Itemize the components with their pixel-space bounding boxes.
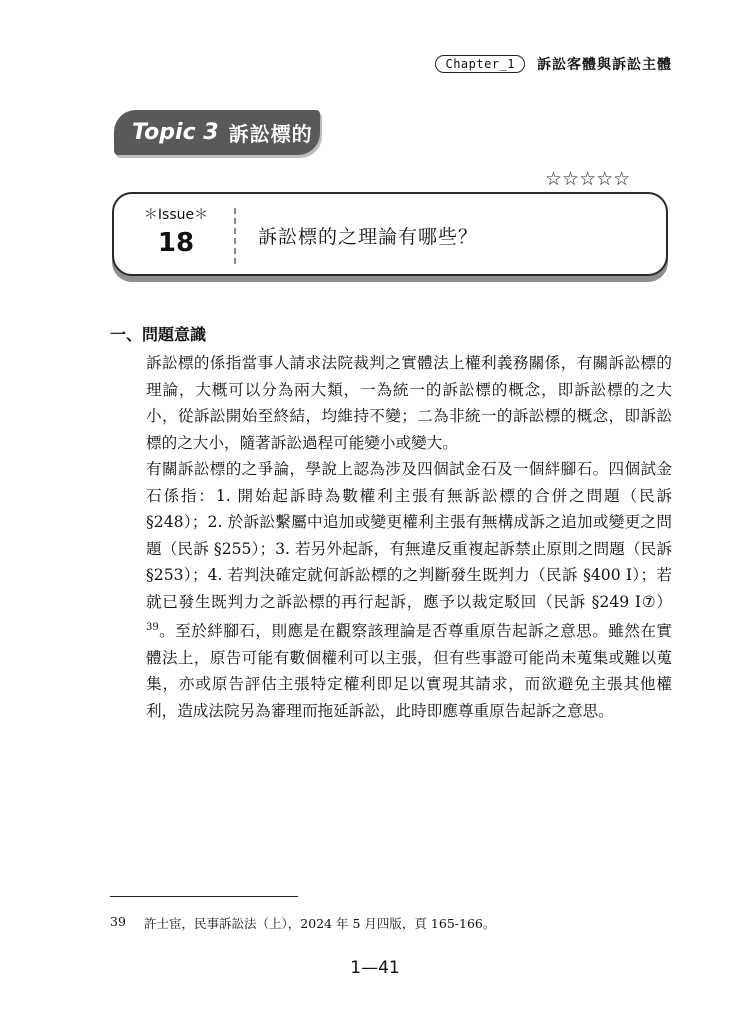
footnote-number: 39 bbox=[110, 914, 126, 929]
section-heading: 一、問題意識 bbox=[110, 325, 207, 344]
footnote-divider bbox=[110, 896, 298, 897]
chapter-title: 訴訟客體與訴訟主體 bbox=[537, 57, 672, 73]
paragraph-1: 訴訟標的係指當事人請求法院裁判之實體法上權利義務關係，有關訴訟標的理論，大概可以分為兩大類，一為統一的訴訟標的概念，即訴訟標的之大小，從訴訟開始至終結，均維持不變；二為非統一的訴訟標的概念，即訴訟標的之大小，隨著訴訟過程可能變小或變大。 bbox=[146, 354, 672, 452]
issue-divider bbox=[234, 208, 236, 264]
issue-question: 訴訟標的之理論有哪些？ bbox=[258, 226, 479, 248]
page-number: 1—41 bbox=[350, 958, 400, 978]
difficulty-stars-icon: ☆☆☆☆☆ bbox=[545, 168, 631, 190]
topic-label: Topic 3 bbox=[132, 120, 219, 145]
paragraph-2-tail: 。至於絆腳石，則應是在觀察該理論是否尊重原告起訴之意思。雖然在實體法上，原告可能有數個權利可以主張，但有些事證可能尚未蒐集或難以蒐集，亦或原告評估主張特定權利即足以實現其請求，而欲避免主張其他權利，造成法院另為審理而拖延訴訟，此時即應尊重原告起訴之意思。 bbox=[146, 622, 672, 720]
running-header bbox=[435, 54, 672, 74]
chapter-tag: Chapter_1 bbox=[435, 55, 525, 73]
issue-label: ＊Issue＊ bbox=[143, 207, 209, 223]
issue-box bbox=[112, 192, 668, 276]
issue-number: 18 bbox=[157, 228, 195, 258]
paragraph-2 bbox=[146, 456, 672, 724]
body-text bbox=[146, 350, 672, 724]
paragraph-2-main: 有關訴訟標的之爭論，學說上認為涉及四個試金石及一個絆腳石。四個試金石係指：1. 開始起訴時為數權利主張有無訴訟標的合併之問題（民訴 §248）；2. 於訴訟繫屬中追加或變更權利主張有無構成訴之追加或變更之問題（民訴 §255）；3. 若另外起訴，有無違反重複起訴禁止原則之問題（民訴 §253）；4. 若判決確定就何訴訟標的之判斷發生既判力（民訴 §400 Ⅰ）；若就已發生既判力之訴訟標的再行起訴，應予以裁定駁回（民訴 §249 Ⅰ⑦） bbox=[146, 460, 672, 611]
topic-banner bbox=[114, 110, 320, 155]
footnote bbox=[110, 914, 495, 932]
footnote-ref[interactable]: 39 bbox=[146, 622, 159, 633]
footnote-text: 許士宦，民事訴訟法（上），2024 年 5 月四版，頁 165-166。 bbox=[144, 916, 496, 931]
topic-title: 訴訟標的 bbox=[228, 122, 313, 146]
issue-id bbox=[126, 204, 226, 258]
